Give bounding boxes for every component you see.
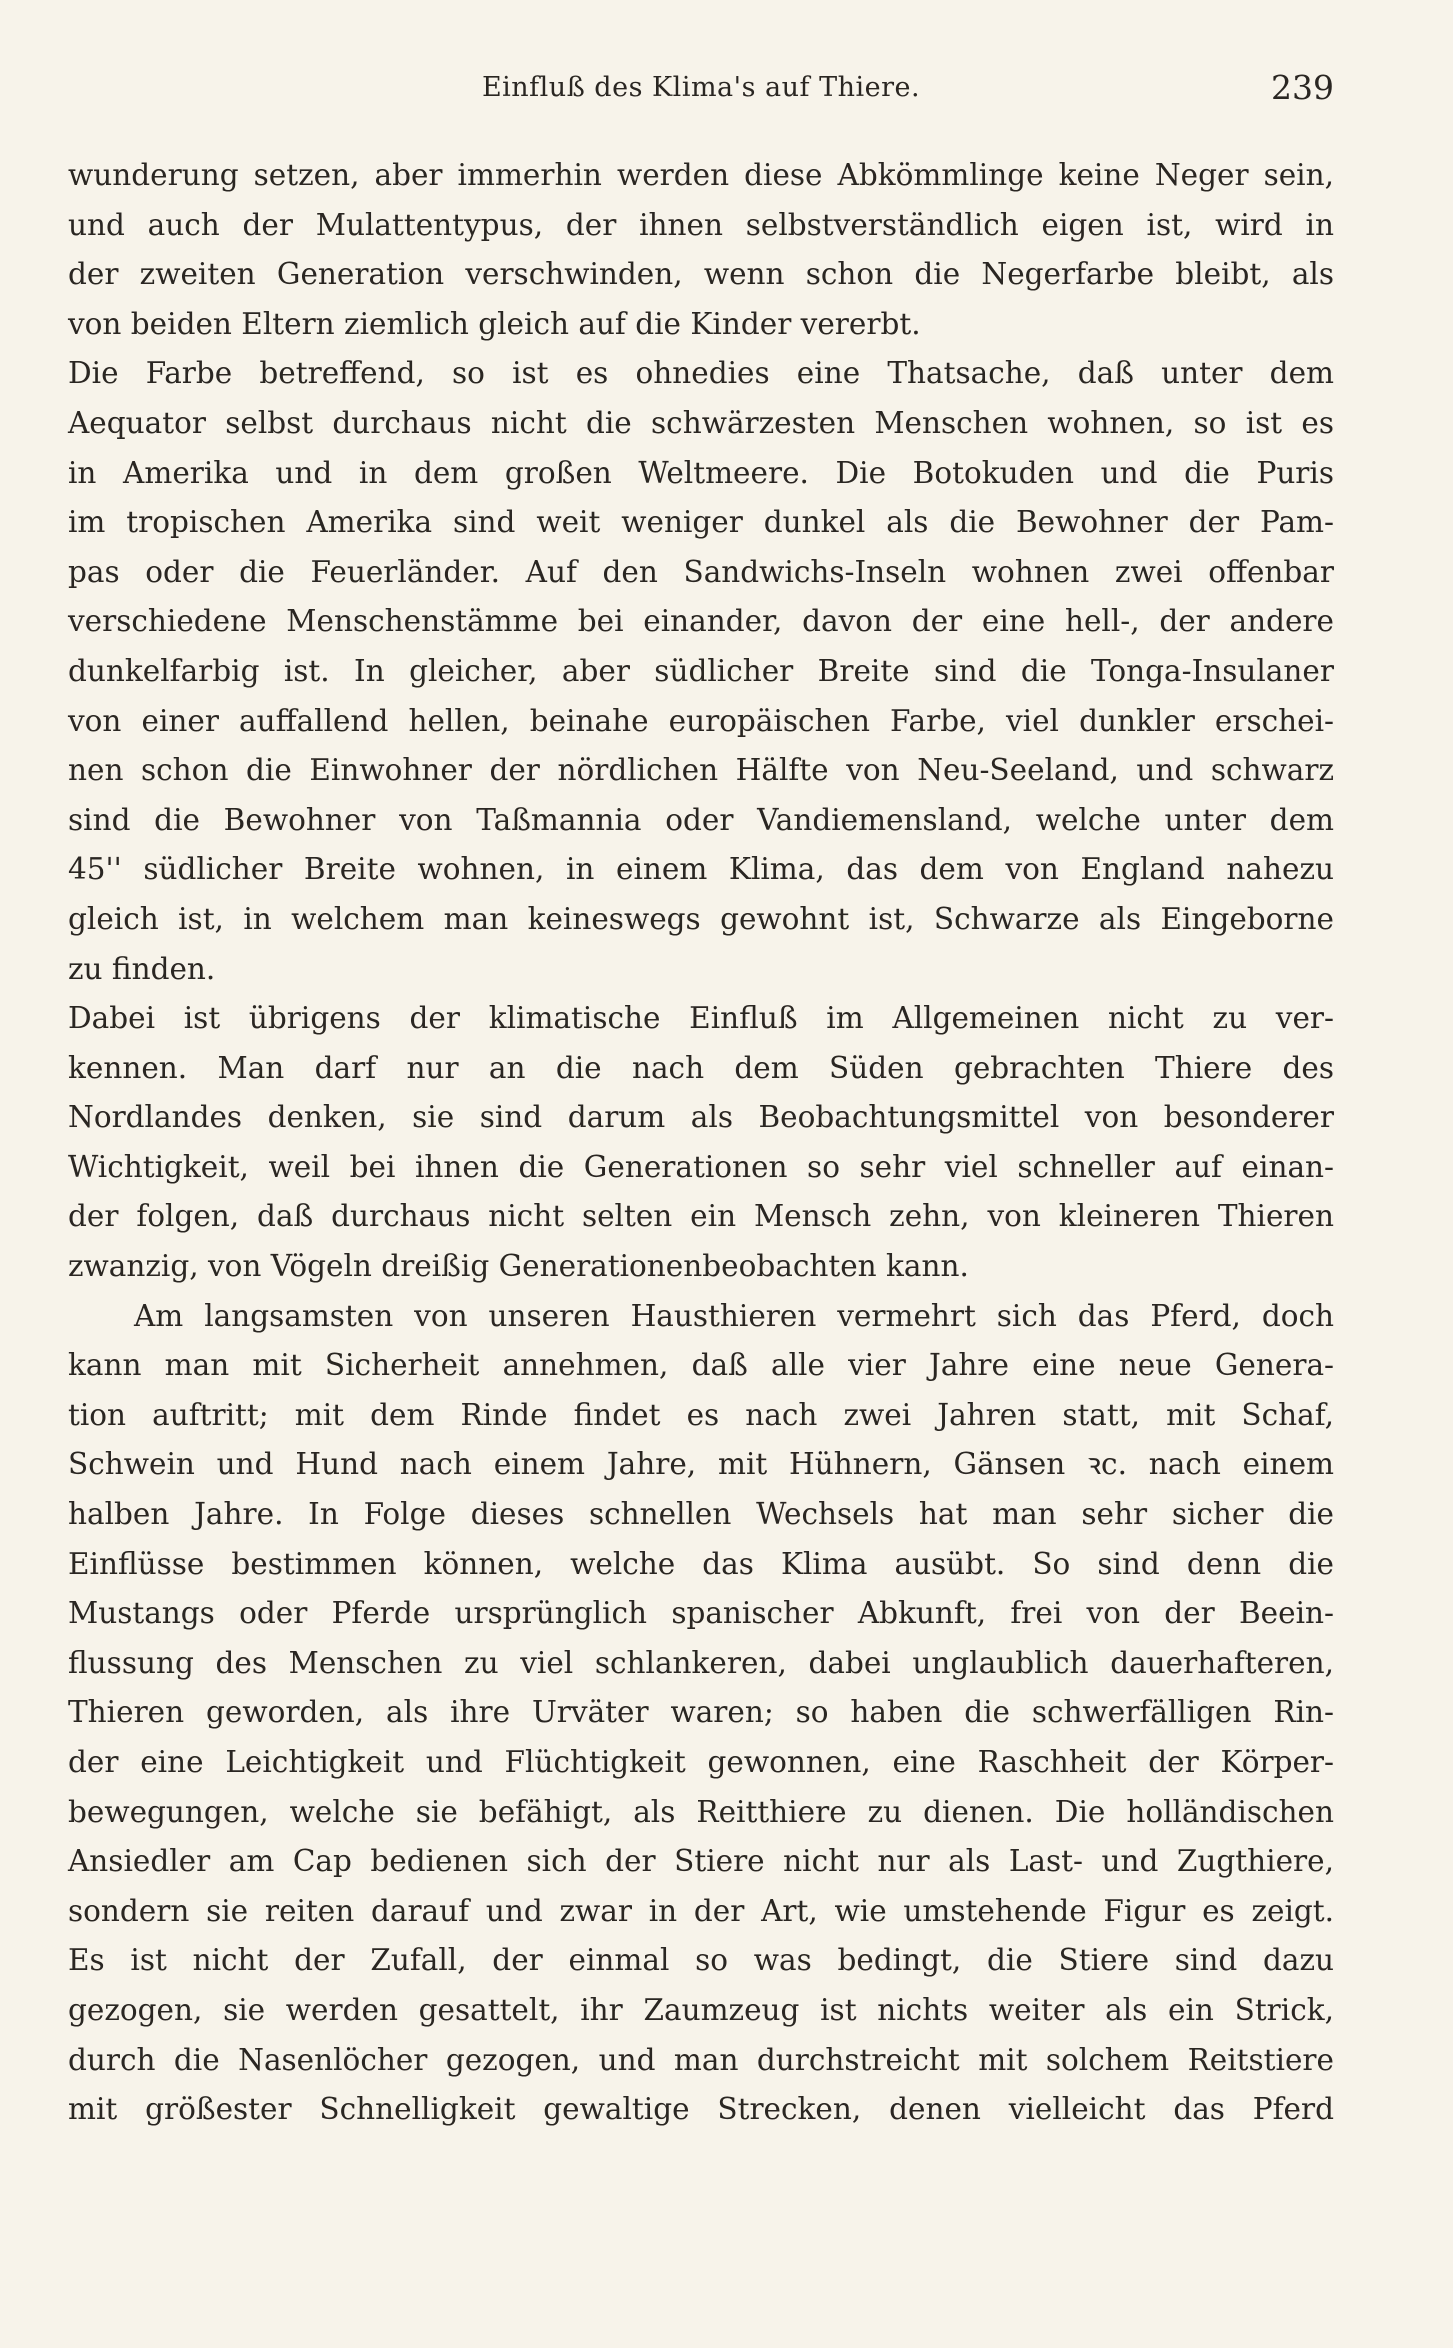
- text-line: wunderung setzen, aber immerhin werden diese Abkömmlinge keine Neger sein,: [68, 158, 1334, 192]
- text-line: mit größester Schnelligkeit gewaltige Strecken, denen vielleicht das Pferd: [68, 2092, 1334, 2127]
- text-line: kennen. Man darf nur an die nach dem Süden gebrachten Thiere des: [68, 1050, 1334, 1085]
- page-number: 239: [1271, 68, 1334, 107]
- text-line: der zweiten Generation verschwinden, wenn schon die Negerfarbe bleibt, als: [68, 257, 1334, 292]
- text-line: flussung des Menschen zu viel schlankeren, dabei unglaublich dauerhafteren,: [68, 1645, 1334, 1680]
- text-line: in Amerika und in dem großen Weltmeere. Die Botokuden und die Puris: [68, 455, 1334, 490]
- text-line: dunkelfarbig ist. In gleicher, aber südlicher Breite sind die Tonga-Insulaner: [68, 653, 1334, 688]
- text-line: Thieren geworden, als ihre Urväter waren; so haben die schwerfälligen Rin-: [68, 1695, 1334, 1730]
- text-line: der folgen, daß durchaus nicht selten ein Mensch zehn, von kleineren Thieren: [68, 1199, 1334, 1234]
- text-line: Aequator selbst durchaus nicht die schwärzesten Menschen wohnen, so ist es: [68, 405, 1334, 440]
- text-line: gleich ist, in welchem man keineswegs gewohnt ist, Schwarze als Eingeborne: [68, 901, 1334, 936]
- text-line: Wichtigkeit, weil bei ihnen die Generationen so sehr viel schneller auf einan-: [68, 1149, 1334, 1184]
- text-line: gezogen, sie werden gesattelt, ihr Zaumzeug ist nichts weiter als ein Strick,: [68, 1992, 1334, 2027]
- text-line: Es ist nicht der Zufall, der einmal so was bedingt, die Stiere sind dazu: [68, 1943, 1334, 1978]
- text-line: im tropischen Amerika sind weit weniger dunkel als die Bewohner der Pam-: [68, 505, 1334, 540]
- text-line: 45'' südlicher Breite wohnen, in einem Klima, das dem von England nahezu: [68, 852, 1334, 887]
- text-line: durch die Nasenlöcher gezogen, und man durchstreicht mit solchem Reitstiere: [68, 2042, 1334, 2077]
- text-line: sind die Bewohner von Taßmannia oder Vandiemensland, welche unter dem: [68, 802, 1334, 837]
- text-line: pas oder die Feuerländer. Auf den Sandwichs-Inseln wohnen zwei offenbar: [68, 554, 1334, 589]
- text-line: Die Farbe betreffend, so ist es ohnedies eine Thatsache, daß unter dem: [68, 356, 1334, 391]
- text-line: bewegungen, welche sie befähigt, als Reitthiere zu dienen. Die holländischen: [68, 1794, 1334, 1829]
- text-line: nen schon die Einwohner der nördlichen Hälfte von Neu-Seeland, und schwarz: [68, 753, 1334, 788]
- text-line: kann man mit Sicherheit annehmen, daß alle vier Jahre eine neue Genera-: [68, 1348, 1334, 1383]
- body-text: [68, 151, 1334, 2135]
- paragraph-1: [68, 151, 1334, 349]
- text-line: Einflüsse bestimmen können, welche das Klima ausübt. So sind denn die: [68, 1546, 1334, 1581]
- running-title: Einfluß des Klima's auf Thiere.: [481, 72, 921, 103]
- text-line: Dabei ist übrigens der klimatische Einfluß im Allgemeinen nicht zu ver-: [68, 1001, 1334, 1036]
- text-line: und auch der Mulattentypus, der ihnen selbstverständlich eigen ist, wird in: [68, 207, 1334, 242]
- text-line: der eine Leichtigkeit und Flüchtigkeit gewonnen, eine Raschheit der Körper-: [68, 1745, 1334, 1779]
- text-line: Nordlandes denken, sie sind darum als Beobachtungsmittel von besonderer: [68, 1100, 1334, 1135]
- text-line: zwanzig, von Vögeln dreißig Generationenbeobachten kann.: [68, 1249, 969, 1284]
- text-line: halben Jahre. In Folge dieses schnellen Wechsels hat man sehr sicher die: [68, 1497, 1334, 1532]
- text-line: tion auftritt; mit dem Rinde findet es nach zwei Jahren statt, mit Schaf,: [68, 1397, 1334, 1432]
- paragraph-4: [68, 1292, 1334, 2135]
- paragraph-2: [68, 349, 1334, 994]
- text-line: Mustangs oder Pferde ursprünglich spanischer Abkunft, frei von der Beein-: [68, 1596, 1334, 1631]
- text-line: zu finden.: [68, 951, 216, 986]
- running-head: [68, 68, 1334, 112]
- text-line: Ansiedler am Cap bedienen sich der Stiere nicht nur als Last- und Zugthiere,: [68, 1844, 1334, 1879]
- text-line: von einer auffallend hellen, beinahe europäischen Farbe, viel dunkler erschei-: [68, 703, 1334, 738]
- paragraph-3: [68, 994, 1334, 1292]
- text-line: Am langsamsten von unseren Hausthieren vermehrt sich das Pferd, doch: [134, 1298, 1334, 1333]
- text-line: sondern sie reiten darauf und zwar in der Art, wie umstehende Figur es zeigt.: [68, 1893, 1334, 1928]
- text-line: Schwein und Hund nach einem Jahre, mit Hühnern, Gänsen ꝛc. nach einem: [68, 1447, 1334, 1482]
- text-line: verschiedene Menschenstämme bei einander, davon der eine hell-, der andere: [68, 604, 1334, 639]
- text-line: von beiden Eltern ziemlich gleich auf die Kinder vererbt.: [68, 306, 921, 341]
